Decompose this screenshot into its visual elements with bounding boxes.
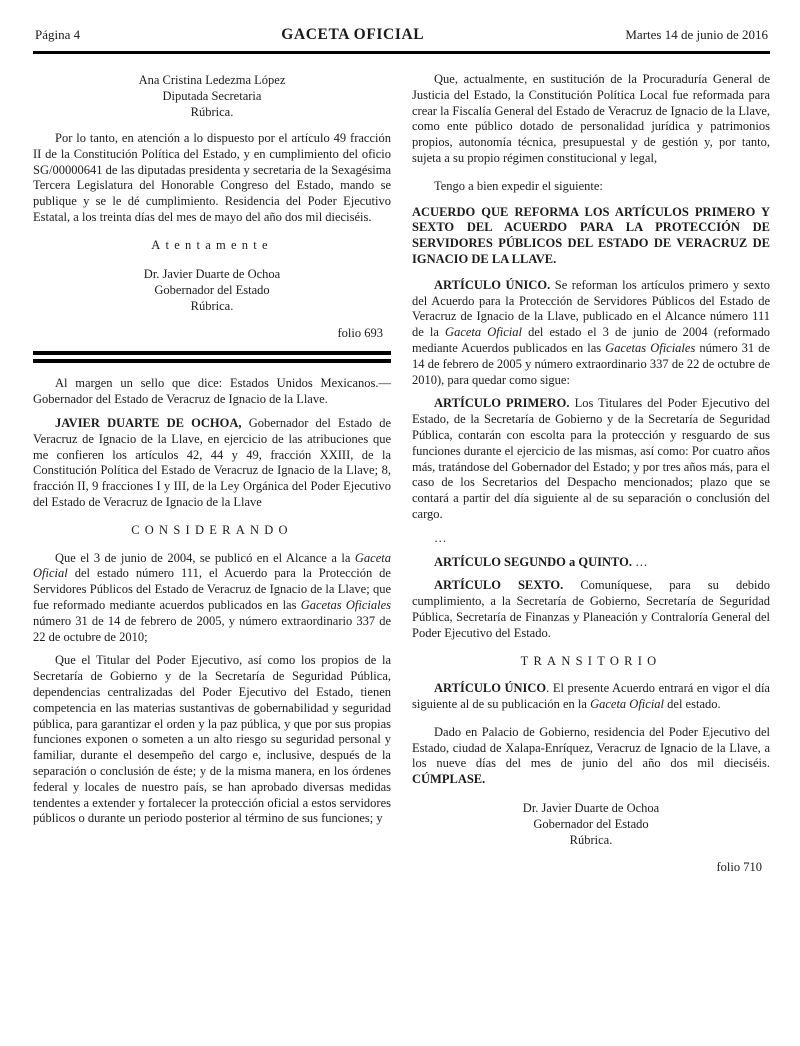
paragraph-considerando-1 (33, 551, 391, 646)
folio-693: folio 693 (337, 325, 383, 340)
text-segment: del estado. (664, 697, 721, 712)
header-rule (33, 51, 770, 54)
paragraph-articulo-primero (412, 396, 770, 522)
section-divider (33, 351, 391, 363)
signer-role: Gobernador del Estado (533, 817, 649, 832)
signature-block-duarte-right (412, 800, 770, 848)
paragraph-transitorio-unico (412, 681, 770, 713)
document-body (33, 72, 770, 886)
text-segment: Los Titulares del Poder Ejecutivo del Estado, de la Secretaría de Gobierno y de la Secretaría de Seguridad Pública, contarán con escolta para la protección y resguardo de sus funciones durante el ejercicio de las mismas, así como: Por cuatro años más, tratándose del Gobernador del Estado; y por tres años más, para el caso de los Secretarios del Despacho mencionados; plazo que se contará a partir del día siguiente al de su separación o conclusión del cargo. (412, 396, 770, 521)
paragraph-javier-duarte (33, 416, 391, 511)
right-column (412, 72, 770, 886)
paragraph-considerando-3: Que, actualmente, en sustitución de la Procuraduría General de Justicia del Estado, la Constitución Política Local fue reformada para crear la Fiscalía General del Estado de Veracruz de Ignacio de la Llave, como ente público dotado de personalidad jurídica y patrimonios propios, autonomía técnica, presupuestal y de gestión y, por tanto, sujeta a su propio régimen constitucional y legal, (412, 72, 770, 165)
signer-name: Dr. Javier Duarte de Ochoa (143, 266, 281, 281)
text-segment: ARTÍCULO ÚNICO. (434, 277, 551, 292)
paragraph-dado (412, 725, 770, 788)
text-segment: ARTÍCULO SEGUNDO a QUINTO. (434, 554, 632, 569)
signature-rubric: Rúbrica. (190, 298, 234, 313)
issue-date: Martes 14 de junio de 2016 (625, 27, 768, 42)
heading-considerando: CONSIDERANDO (131, 522, 293, 537)
text-segment: Dado en Palacio de Gobierno, residencia del Poder Ejecutivo del Estado, ciudad de Xalapa-Enríquez, Veracruz de Ignacio de la Llave, a los nueve días del mes de junio del año dos mil dieciséis. (412, 724, 770, 771)
text-segment: Gaceta Oficial (590, 697, 665, 712)
gazette-title: GACETA OFICIAL (281, 26, 425, 43)
text-segment: Que el 3 de junio de 2004, se publicó en el Alcance a la (55, 550, 355, 565)
left-column (33, 72, 391, 886)
paragraph-considerando-2: Que el Titular del Poder Ejecutivo, así como los propios de la Secretaría de Gobierno y de la Secretaría de Seguridad Pública, dependencias centralizadas del Poder Ejecutivo del Estado, tienen competencia en las materias sustantivas de gobernabilidad y seguridad pública, para garantizar el orden y la paz pública, y que por sus propias funciones exponen o someten a un alto riesgo su seguridad personal y familiar, durante el desempeño del cargo e, inclusive, después de la separación o conclusión de éste; y de la misma manera, en los órdenes federal y locales de nuestro país, se han aprobado diversas medidas tendentes a extender y fortalecer la protección oficial a estos servidores públicos o durante un periodo posterior al término de sus funciones; y (33, 653, 391, 826)
page-header (33, 26, 770, 51)
signer-role: Gobernador del Estado (154, 282, 270, 297)
text-segment: Se reforman los artículos primero y sexto del Acuerdo para la Protección de Servidores Públicos del Estado de Veracruz de Ignacio de la Llave, publicado en el Alcance número 111 de la (412, 277, 770, 340)
text-segment: Comuníquese, para su debido cumplimiento, a la Secretaría de Gobierno, Secretaría de Seguridad Pública, Secretaría de Finanzas y Planeación y Contraloría General del Poder Ejecutivo del Estado. (412, 578, 770, 640)
text-segment: ARTÍCULO ÚNICO (434, 681, 547, 696)
text-segment: del estado el 3 de junio de 2004 (reformado mediante Acuerdos publicados en las (412, 325, 770, 355)
signer-name: Dr. Javier Duarte de Ochoa (522, 801, 660, 816)
text-segment: Gobernador del Estado de Veracruz de Ignacio de la Llave, en ejercicio de las atribuciones que me confieren los artículos 42, 44 y 49, fracción XXIII, de la Constitución Política del Estado de Veracruz de Ignacio de la Llave; 8, fracción II, 9 fracciones I y III, de la Ley Orgánica del Poder Ejecutivo del Estado de Veracruz de Ignacio de la Llave (33, 415, 392, 509)
paragraph-tengo-a-bien: Tengo a bien expedir el siguiente: (434, 178, 603, 193)
text-segment: ARTÍCULO PRIMERO. (434, 396, 570, 411)
page-number: Página 4 (35, 27, 81, 42)
paragraph-articulo-segundo-quinto (412, 555, 770, 571)
paragraph-por-lo-tanto: Por lo tanto, en atención a lo dispuesto por el artículo 49 fracción II de la Constitución Política del Estado, y en cumplimiento del oficio SG/00000641 de las diputadas presidenta y secretaria de la Sexagésima Tercera Legislatura del Honorable Congreso del Estado, mando se publique y se le dé cumplimiento. Residencia del Poder Ejecutivo Estatal, a los treinta días del mes de mayo del año dos mil dieciséis. (33, 131, 391, 224)
folio-710: folio 710 (716, 860, 762, 875)
text-segment: número 31 de 14 de febrero de 2005, y número extraordinario 337 de 22 de octubre de 2010; (33, 613, 391, 644)
text-segment: ARTÍCULO SEXTO. (434, 578, 564, 593)
paragraph-ellipsis: … (434, 530, 447, 545)
text-segment: JAVIER DUARTE DE OCHOA, (55, 415, 242, 430)
signature-rubric: Rúbrica. (569, 833, 613, 848)
signer-role: Diputada Secretaria (162, 89, 262, 103)
signature-rubric: Rúbrica. (190, 105, 234, 119)
paragraph-articulo-unico (412, 278, 770, 389)
text-segment: Gacetas Oficiales (300, 597, 392, 612)
text-segment: . El presente Acuerdo entrará en vigor el día siguiente al de su publicación en la (412, 681, 770, 712)
signature-block-ledezma (33, 72, 391, 120)
signature-block-duarte-left (33, 266, 391, 314)
text-segment: del estado número 111, el Acuerdo para la Protección de Servidores Públicos del Estado de Veracruz de Ignacio de la Llave; que fue reformado mediante acuerdos publicados en las (33, 566, 391, 612)
text-segment: Gaceta Oficial (445, 325, 522, 340)
text-segment: … (631, 554, 648, 569)
text-segment: número 31 de 14 de febrero de 2005 y número extraordinario 337 de 22 de octubre de 2010), para quedar como sigue: (412, 340, 770, 387)
text-segment: CÚMPLASE. (412, 772, 486, 787)
heading-transitorio: TRANSITORIO (520, 653, 662, 668)
heading-atentamente: Atentamente (151, 237, 273, 252)
text-segment: Gaceta Oficial (33, 550, 391, 581)
text-segment: Gacetas Oficiales (605, 340, 696, 355)
paragraph-sello: Al margen un sello que dice: Estados Unidos Mexicanos.— Gobernador del Estado de Veracruz de Ignacio de la Llave. (33, 376, 391, 407)
signer-name: Ana Cristina Ledezma López (138, 73, 286, 87)
paragraph-articulo-sexto (412, 578, 770, 641)
heading-acuerdo: ACUERDO QUE REFORMA LOS ARTÍCULOS PRIMERO Y SEXTO DEL ACUERDO PARA LA PROTECCIÓN DE SERVIDORES PÚBLICOS DEL ESTADO DE VERACRUZ DE IGNACIO DE LA LLAVE. (412, 204, 770, 266)
